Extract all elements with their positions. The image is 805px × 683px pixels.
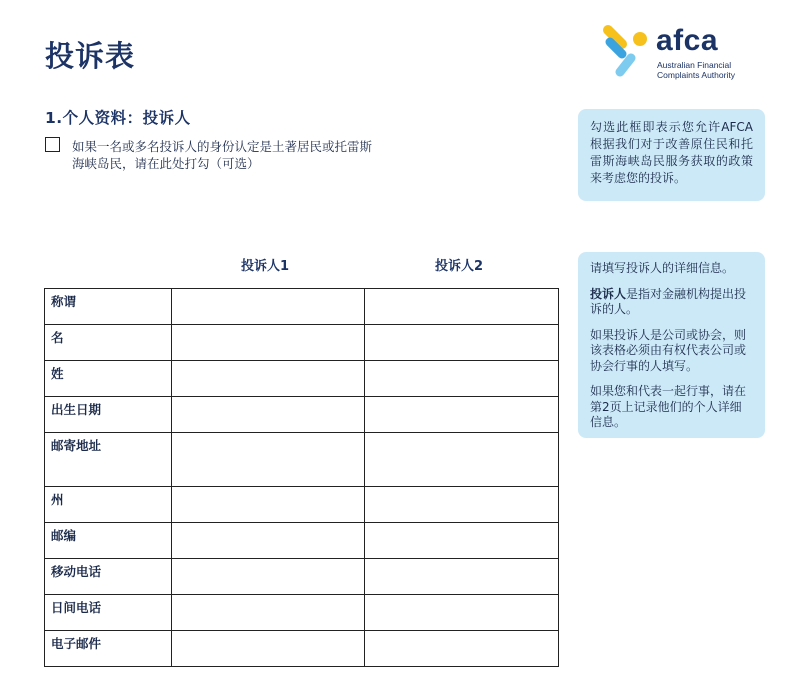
complainant-2-field[interactable] [365, 523, 559, 559]
row-label: 姓 [45, 361, 172, 397]
complainant-1-field[interactable] [172, 361, 365, 397]
complainant-2-field[interactable] [365, 595, 559, 631]
table-row [45, 433, 559, 487]
complainant-1-field[interactable] [172, 487, 365, 523]
indigenous-checkbox[interactable] [45, 137, 60, 152]
row-label: 邮编 [45, 523, 172, 559]
row-label: 出生日期 [45, 397, 172, 433]
page-title: 投诉表 [45, 39, 136, 73]
table-row [45, 631, 559, 667]
row-label: 日间电话 [45, 595, 172, 631]
complainant-1-field[interactable] [172, 397, 365, 433]
complainant-1-field[interactable] [172, 631, 365, 667]
row-label: 邮寄地址 [45, 433, 172, 487]
complainant-1-header: 投诉人1 [241, 259, 290, 274]
complainant-1-field[interactable] [172, 289, 365, 325]
consent-info-text: 勾选此框即表示您允许AFCA根据我们对于改善原住民和托雷斯海峡岛民服务获取的政策来考虑您的投诉。 [590, 120, 753, 185]
table-row [45, 361, 559, 397]
table-row [45, 289, 559, 325]
complainant-1-field[interactable] [172, 325, 365, 361]
complainant-2-field[interactable] [365, 289, 559, 325]
info-paragraph-1: 请填写投诉人的详细信息。 [590, 261, 735, 275]
table-row [45, 595, 559, 631]
complainant-1-field[interactable] [172, 559, 365, 595]
row-label: 称谓 [45, 289, 172, 325]
info-paragraph-2-rest: 是指对金融机构提出投诉的人。 [590, 286, 747, 316]
table-row [45, 325, 559, 361]
info-paragraph-2 [590, 287, 753, 318]
complainant-1-field[interactable] [172, 595, 365, 631]
logo-wordmark: afca [656, 24, 719, 57]
table-row [45, 487, 559, 523]
checkbox-label [72, 138, 442, 172]
complainant-2-header: 投诉人2 [435, 259, 484, 274]
row-label: 移动电话 [45, 559, 172, 595]
complainant-2-field[interactable] [365, 325, 559, 361]
complainant-info-box [578, 252, 765, 438]
consent-info-box [578, 109, 765, 201]
checkbox-label-line2: 海峡岛民，请在此处打勾（可选） [72, 156, 260, 171]
complainant-2-field[interactable] [365, 487, 559, 523]
complainant-2-field[interactable] [365, 631, 559, 667]
complainant-details-table [44, 288, 559, 667]
row-label: 名 [45, 325, 172, 361]
complainant-1-field[interactable] [172, 523, 365, 559]
complainant-2-field[interactable] [365, 559, 559, 595]
afca-logo [600, 20, 770, 84]
info-paragraph-2-bold: 投诉人 [590, 286, 627, 301]
table-row [45, 397, 559, 433]
table-row [45, 559, 559, 595]
info-paragraph-4: 如果您和代表一起行事，请在第2页上记录他们的个人详细信息。 [590, 384, 747, 429]
info-paragraph-3: 如果投诉人是公司或协会，则该表格必须由有权代表公司或协会行事的人填写。 [590, 327, 747, 373]
afca-logo-mark-icon [600, 20, 656, 84]
complainant-2-field[interactable] [365, 433, 559, 487]
row-label: 州 [45, 487, 172, 523]
logo-subtitle-line1: Australian Financial [657, 60, 732, 70]
table-row [45, 523, 559, 559]
row-label: 电子邮件 [45, 631, 172, 667]
complainant-2-field[interactable] [365, 397, 559, 433]
section-heading: 1.个人资料：投诉人 [45, 109, 191, 127]
checkbox-label-line1: 如果一名或多名投诉人的身份认定是土著居民或托雷斯 [72, 139, 373, 154]
complainant-1-field[interactable] [172, 433, 365, 487]
logo-subtitle [657, 60, 735, 80]
complainant-2-field[interactable] [365, 361, 559, 397]
logo-subtitle-line2: Complaints Authority [657, 70, 735, 80]
